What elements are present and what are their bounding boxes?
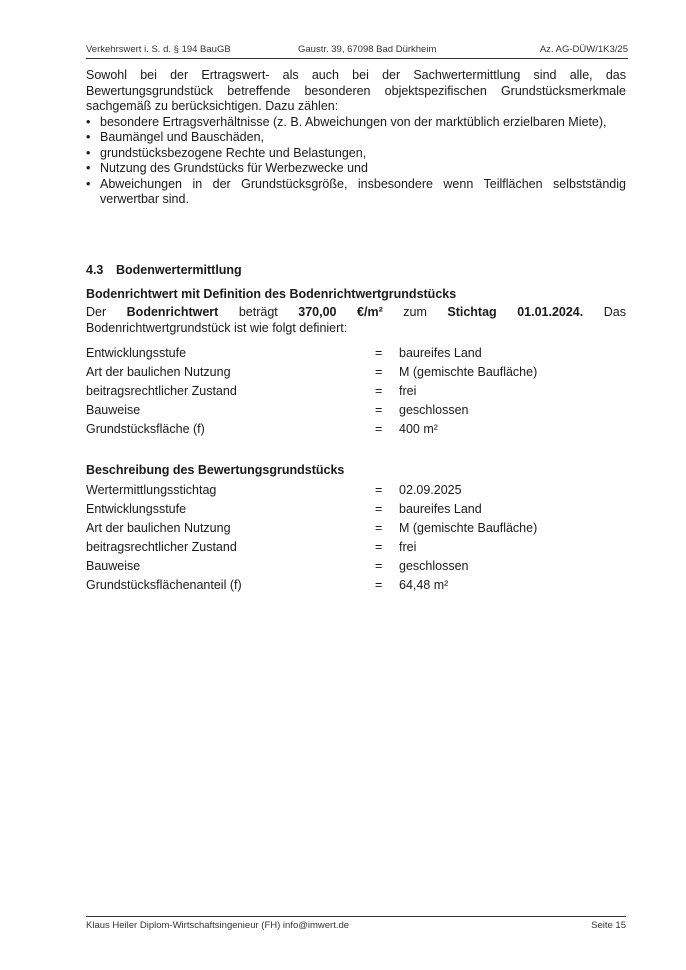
row-eq: =: [375, 483, 383, 497]
row-value: 400 m²: [399, 422, 438, 436]
intro-text: beträgt: [218, 305, 299, 319]
row-eq: =: [375, 559, 383, 573]
row-key: Entwicklungsstufe: [86, 346, 187, 360]
land-value: 370,00 €/m²: [298, 305, 383, 319]
intro-text: zum: [382, 305, 448, 319]
row-eq: =: [375, 365, 383, 379]
row-eq: =: [375, 578, 383, 592]
row-value: baureifes Land: [399, 502, 482, 516]
page-number: Seite 15: [591, 920, 626, 931]
row-key: Grundstücksflächenanteil (f): [86, 578, 242, 592]
row-eq: =: [375, 346, 383, 360]
row-key: Art der baulichen Nutzung: [86, 521, 231, 535]
row-value: 64,48 m²: [399, 578, 449, 592]
intro-paragraph: Sowohl bei der Ertragswert- als auch bei der Sachwertermittlung sind alle, das Bewertungsgrundstück betreffende besonderen objektspezifischen Grundstücksmerkmale sachgemäß zu berücksichtigen. Dazu zählen:: [86, 68, 626, 113]
list-item: • Nutzung des Grundstücks für Werbezwecke und: [86, 161, 626, 177]
page-header: [86, 44, 628, 59]
row-key: beitragsrechtlicher Zustand: [86, 384, 237, 398]
table-row: [86, 346, 626, 365]
intro-text: Der: [86, 305, 127, 319]
header-file-number: Az. AG-DÜW/1K3/25: [539, 44, 628, 55]
row-key: Bauweise: [86, 403, 141, 417]
intro-text: Das Bodenrichtwertgrundstück ist wie folgt definiert:: [86, 305, 626, 335]
row-value: geschlossen: [399, 559, 469, 573]
row-eq: =: [375, 502, 383, 516]
row-eq: =: [375, 403, 383, 417]
header-address: Gaustr. 39, 67098 Bad Dürkheim: [298, 44, 437, 55]
row-value: frei: [399, 384, 417, 398]
bewertung-heading: Beschreibung des Bewertungsgrundstücks: [86, 463, 345, 477]
row-eq: =: [375, 422, 383, 436]
row-key: beitragsrechtlicher Zustand: [86, 540, 237, 554]
bewertung-table: [86, 483, 626, 597]
intro-emphasis: Bodenrichtwert: [126, 305, 219, 319]
bodenrichtwert-table: [86, 346, 626, 441]
table-row: [86, 540, 626, 559]
section-number: 4.3: [86, 263, 104, 277]
intro-section: [86, 68, 626, 208]
list-item: • Baumängel und Bauschäden,: [86, 130, 626, 146]
section-title: Bodenwertermittlung: [116, 263, 242, 277]
bodenrichtwert-intro: [86, 305, 626, 336]
table-row: [86, 422, 626, 441]
table-row: [86, 384, 626, 403]
row-value: baureifes Land: [399, 346, 482, 360]
table-row: [86, 403, 626, 422]
feature-list: [86, 115, 626, 208]
table-row: [86, 521, 626, 540]
row-value: M (gemischte Baufläche): [399, 521, 538, 535]
list-item: • besondere Ertragsverhältnisse (z. B. Abweichungen von der marktüblich erzielbaren Miete),: [86, 115, 626, 131]
row-eq: =: [375, 521, 383, 535]
table-row: [86, 365, 626, 384]
row-value: M (gemischte Baufläche): [399, 365, 538, 379]
row-eq: =: [375, 384, 383, 398]
bodenrichtwert-heading: Bodenrichtwert mit Definition des Bodenrichtwertgrundstücks: [86, 287, 457, 301]
table-row: [86, 559, 626, 578]
row-value: geschlossen: [399, 403, 469, 417]
section-heading: [86, 263, 242, 277]
header-title: Verkehrswert i. S. d. § 194 BauGB: [86, 44, 231, 55]
row-value: 02.09.2025: [399, 483, 462, 497]
reference-date: Stichtag 01.01.2024.: [447, 305, 584, 319]
row-key: Wertermittlungsstichtag: [86, 483, 217, 497]
list-item: • grundstücksbezogene Rechte und Belastungen,: [86, 146, 626, 162]
table-row: [86, 578, 626, 597]
row-key: Grundstücksfläche (f): [86, 422, 205, 436]
row-eq: =: [375, 540, 383, 554]
row-key: Bauweise: [86, 559, 141, 573]
row-key: Entwicklungsstufe: [86, 502, 187, 516]
page-footer: [86, 916, 626, 931]
row-value: frei: [399, 540, 417, 554]
footer-author: Klaus Heiler Diplom-Wirtschaftsingenieur (FH) info@imwert.de: [86, 920, 350, 931]
row-key: Art der baulichen Nutzung: [86, 365, 231, 379]
table-row: [86, 502, 626, 521]
list-item: • Abweichungen in der Grundstücksgröße, insbesondere wenn Teilflächen selbstständig verwertbar sind.: [86, 177, 626, 208]
table-row: [86, 483, 626, 502]
